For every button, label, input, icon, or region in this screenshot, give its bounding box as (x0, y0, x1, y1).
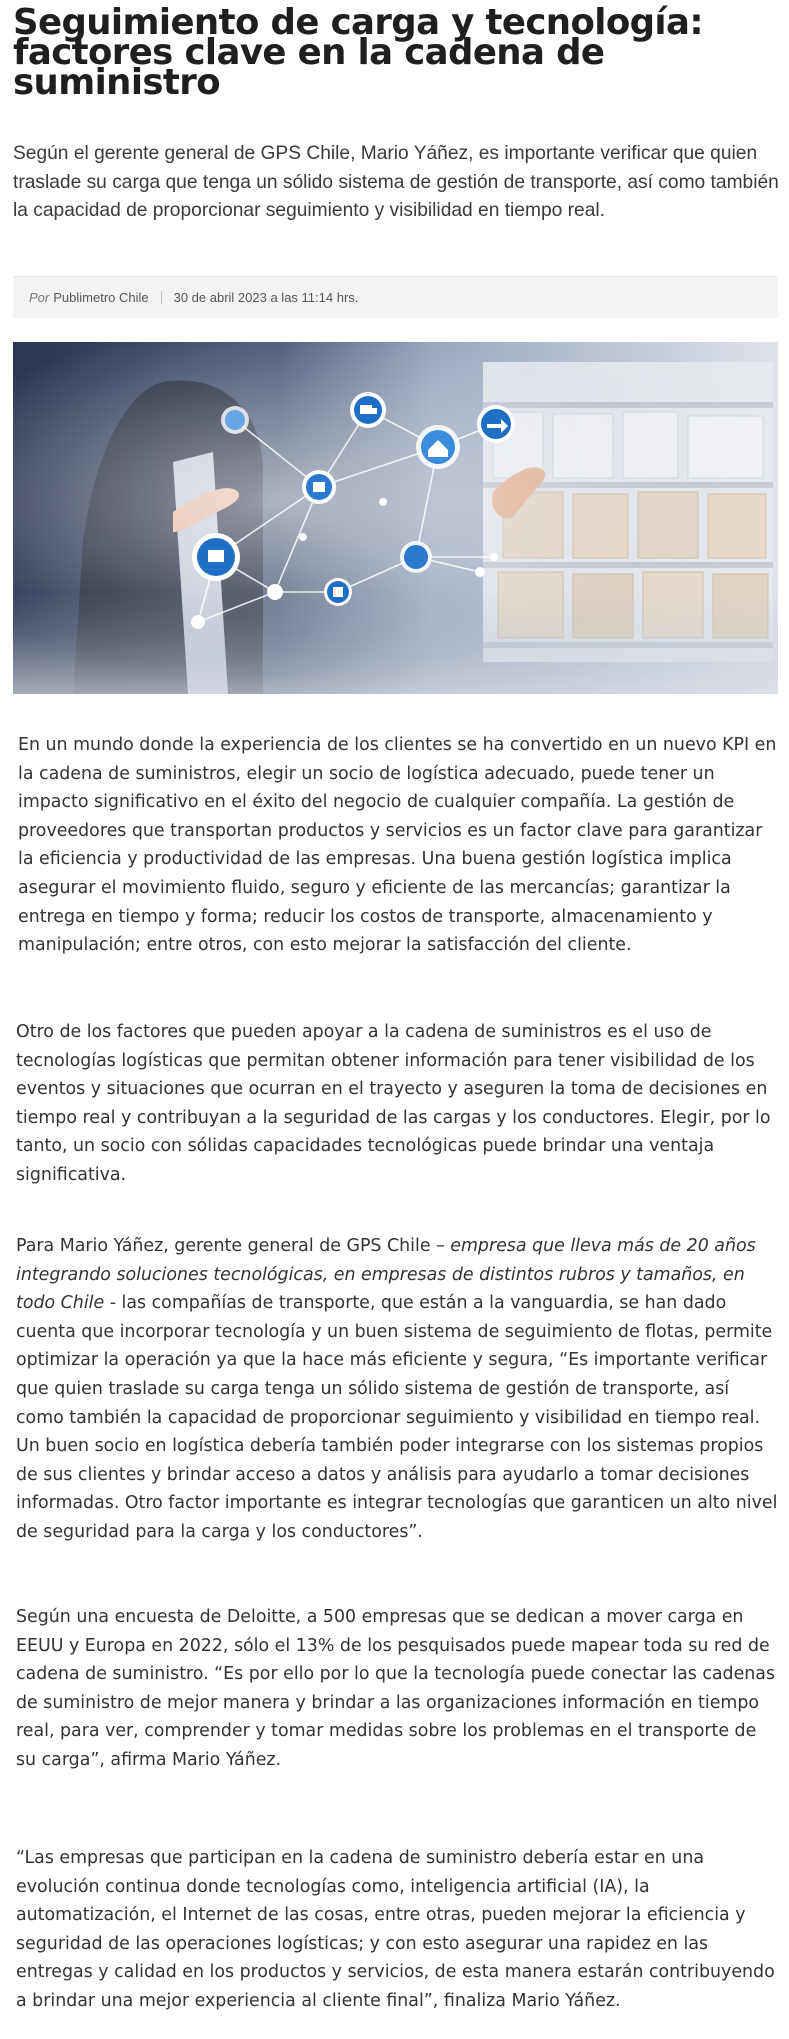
article-subtitle: Según el gerente general de GPS Chile, Mario Yáñez, es importante verificar que quien traslade su carga que tenga un sólido sistema de gestión de transporte, así como también la capacidad de proporcionar seguimiento y visibilidad en tiempo real. (13, 143, 779, 221)
article-title: Seguimiento de carga y tecnología: factores clave en la cadena de suministro (13, 2, 703, 103)
article-paragraph: “Las empresas que participan en la cadena de suministro debería estar en una evolución continua donde tecnologías como, inteligencia artificial (IA), la automatización, el Internet de las cosas, entre otras, pueden mejorar la eficiencia y seguridad de las operaciones logísticas; y con esto asegurar una rapidez en las entregas y calidad en los productos y servicios, de esta manera estarán contribuyendo a brindar una mejor experiencia al cliente final”, finaliza Mario Yáñez. (16, 1848, 775, 2011)
paragraph-italic-text: empresa que lleva más de 20 años integrando soluciones tecnológicas, en empresas de distintos rubros y tamaños, en todo Chile (16, 1236, 756, 1314)
byline-author[interactable]: Publimetro Chile (53, 290, 149, 305)
article-paragraph: Otro de los factores que pueden apoyar a la cadena de suministros es el uso de tecnologías logísticas que permitan obtener información para tener visibilidad de los eventos y situaciones que ocurran en el trayecto y aseguren la toma de decisiones en tiempo real y contribuyan a la seguridad de las cargas y los conductores. Elegir, por lo tanto, un socio con sólidas capacidades tecnológicas puede brindar una ventaja significativa. (16, 1022, 771, 1185)
paragraph-text: Para Mario Yáñez, gerente general de GPS Chile – (16, 1236, 451, 1256)
logistics-network-illustration (13, 342, 778, 694)
byline-divider (161, 291, 162, 304)
paragraph-text: - las compañías de transporte, que están a la vanguardia, se han dado cuenta que incorporar tecnología y un buen sistema de seguimiento de flotas, permite optimizar la operación ya que la hace más eficiente y segura, “Es importante verificar que quien traslade su carga tenga un sólido sistema de gestión de transporte, así como también la capacidad de proporcionar seguimiento y visibilidad en tiempo real. Un buen socio en logística debería también poder integrarse con los sistemas propios de sus clientes y brindar acceso a datos y análisis para ayudarlo a tomar decisiones informadas. Otro factor importante es integrar tecnologías que garanticen un alto nivel de seguridad para la carga y los conductores”. (16, 1293, 778, 1542)
hero-image (13, 342, 778, 694)
article-paragraph: Según una encuesta de Deloitte, a 500 empresas que se dedican a mover carga en EEUU y Europa en 2022, sólo el 13% de los pesquisados puede mapear toda su red de cadena de suministro. “Es por ello por lo que la tecnología puede conectar las cadenas de suministro de mejor manera y brindar a las organizaciones información en tiempo real, para ver, comprender y tomar medidas sobre los problemas en el transporte de su carga”, afirma Mario Yáñez. (16, 1607, 776, 1770)
byline-prefix: Por (29, 290, 50, 305)
article-paragraph (16, 1232, 778, 1547)
article-paragraph: En un mundo donde la experiencia de los clientes se ha convertido en un nuevo KPI en la cadena de suministros, elegir un socio de logística adecuado, puede tener un impacto significativo en el éxito del negocio de cualquier compañía. La gestión de proveedores que transportan productos y servicios es un factor clave para garantizar la eficiencia y productividad de las empresas. Una buena gestión logística implica asegurar el movimiento fluido, seguro y eficiente de las mercancías; garantizar la entrega en tiempo y forma; reducir los costos de transporte, almacenamiento y manipulación; entre otros, con esto mejorar la satisfacción del cliente. (18, 735, 777, 956)
byline-date: 30 de abril 2023 a las 11:14 hrs. (173, 290, 359, 305)
byline (13, 276, 778, 318)
